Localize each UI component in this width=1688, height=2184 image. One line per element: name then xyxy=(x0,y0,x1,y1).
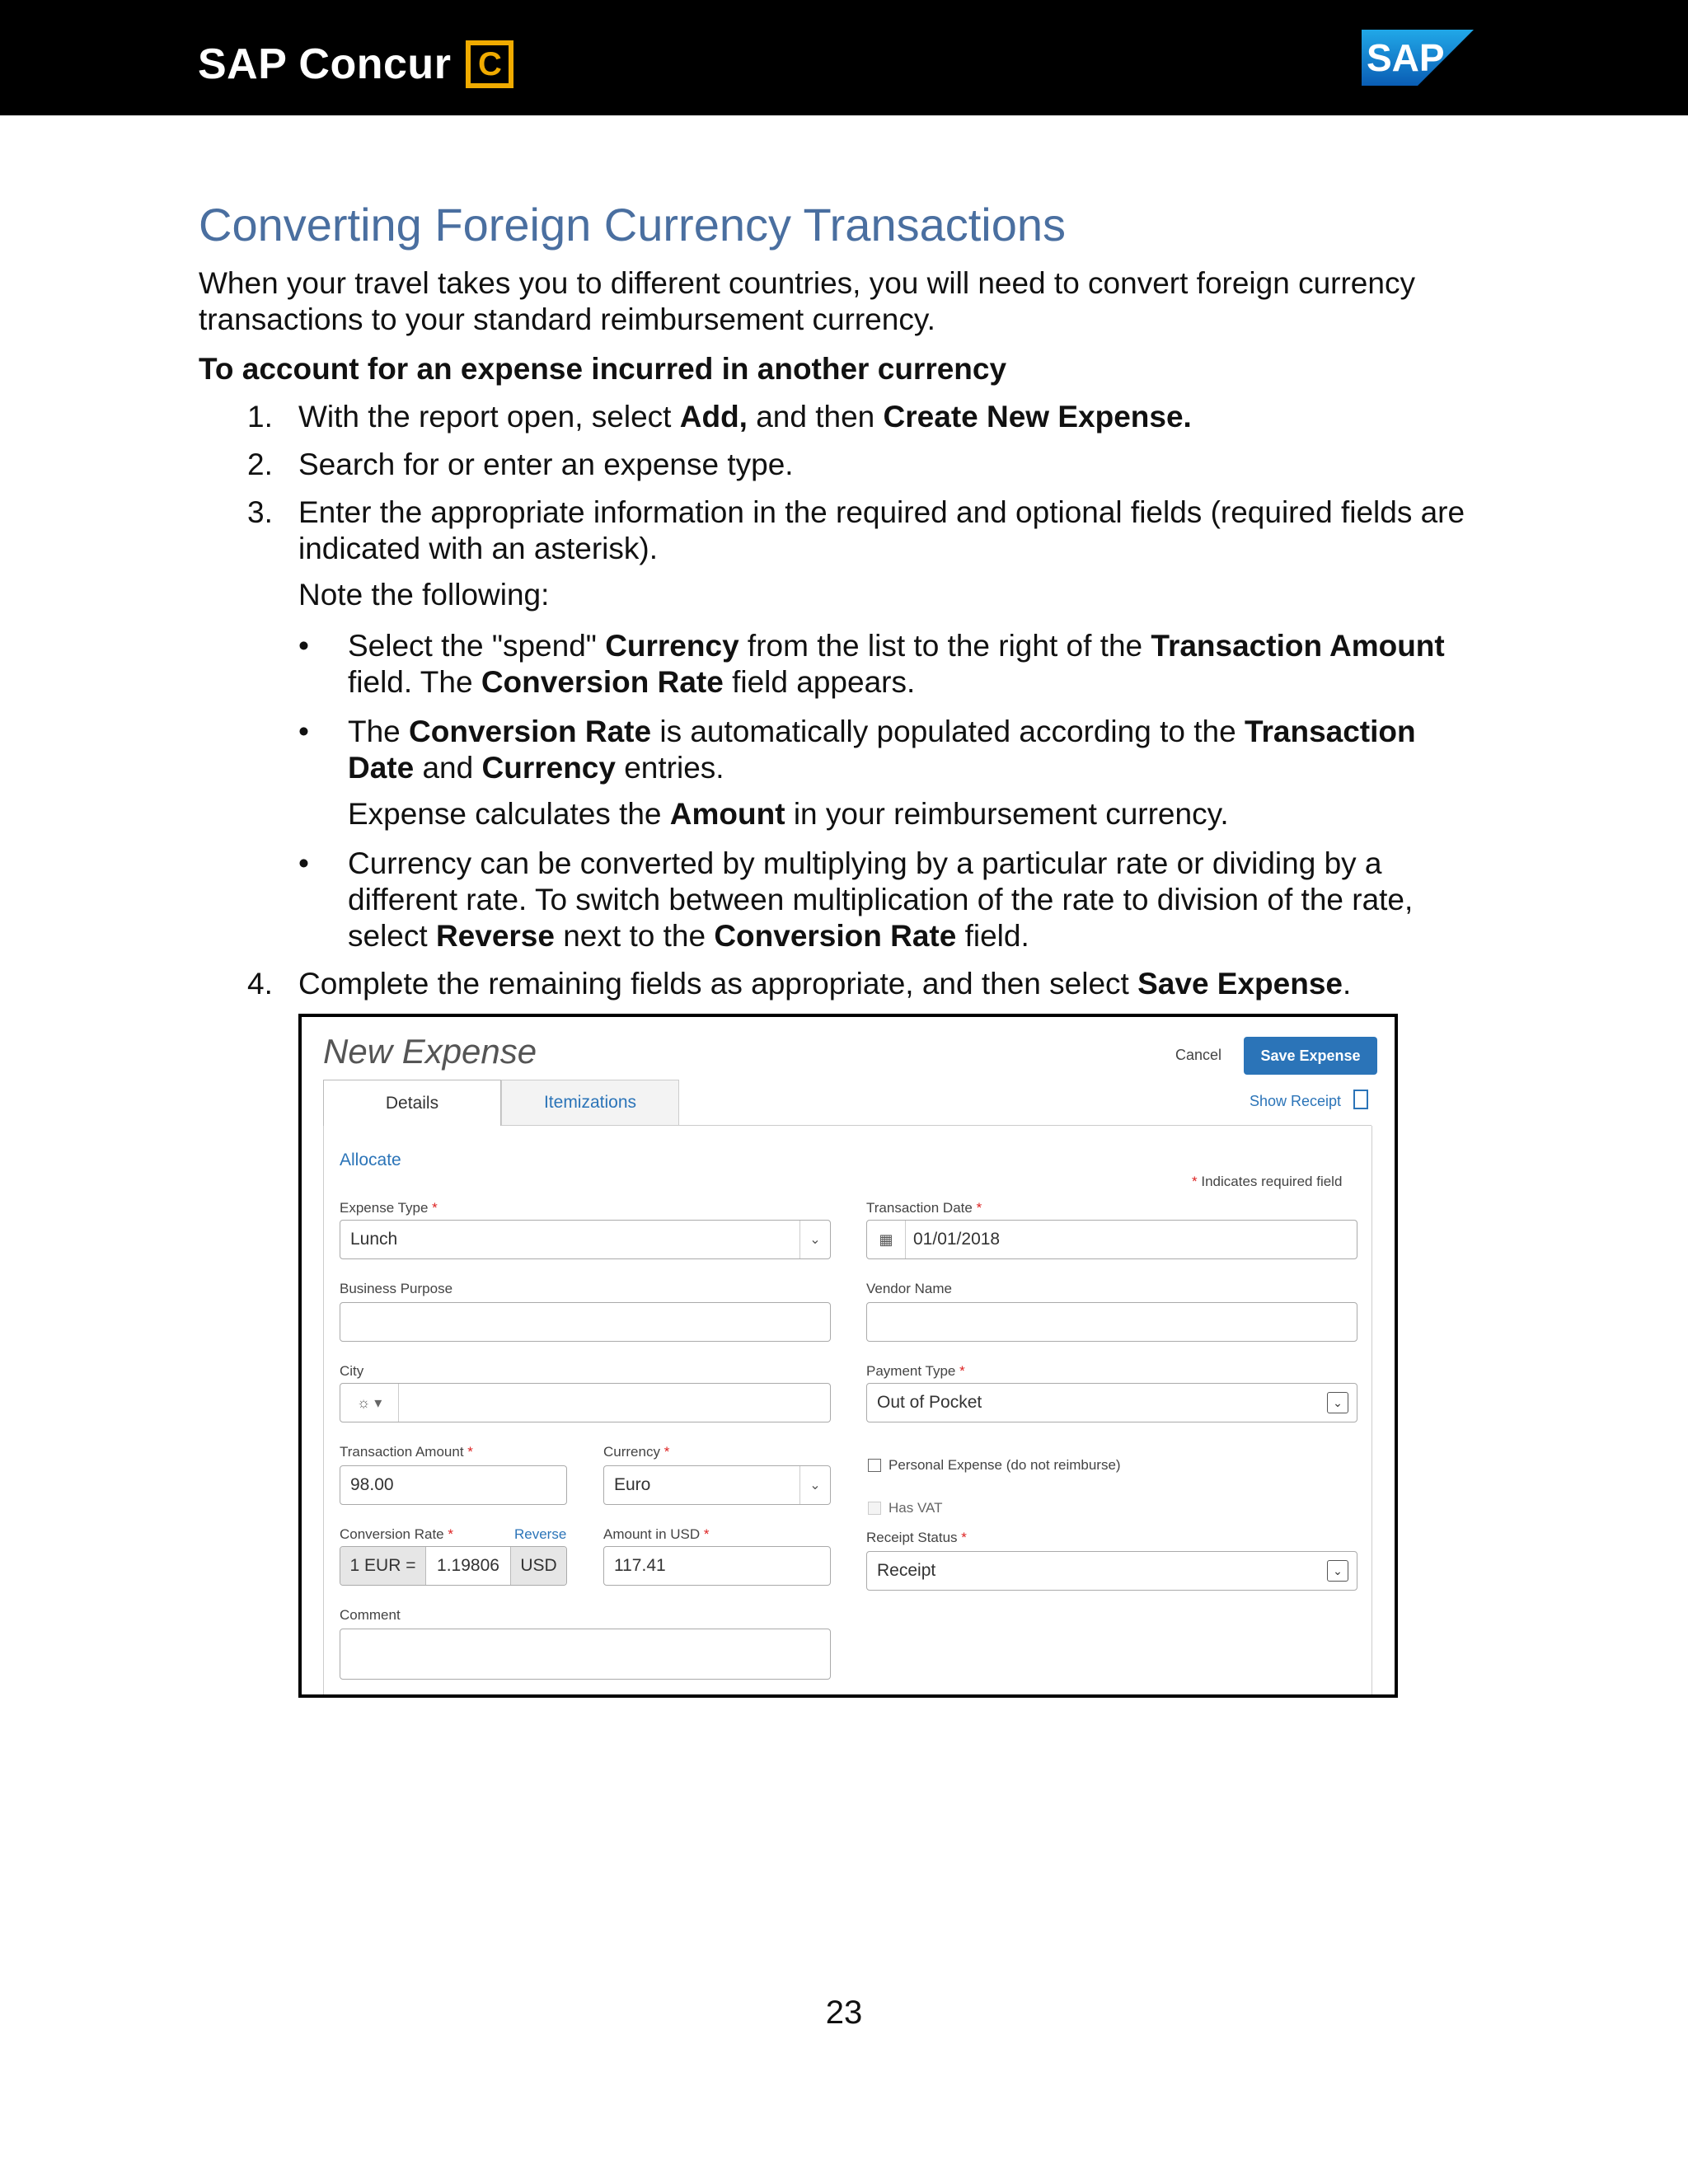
business-purpose-input[interactable] xyxy=(340,1302,831,1342)
sap-logo-text: SAP xyxy=(1367,36,1445,79)
amount-usd-input[interactable]: 117.41 xyxy=(603,1546,831,1586)
step-number: 4. xyxy=(247,967,273,1001)
panel-border xyxy=(323,1126,324,1698)
page-number: 23 xyxy=(825,1994,863,2031)
transaction-date-label: Transaction Date * xyxy=(866,1200,982,1216)
payment-type-select[interactable]: Out of Pocket ⌄ xyxy=(866,1383,1357,1422)
bullet-icon: • xyxy=(298,715,309,748)
step-1-text: With the report open, select Add, and then Create New Expense. xyxy=(298,400,1192,434)
currency-select[interactable]: Euro ⌄ xyxy=(603,1465,831,1505)
tab-itemizations[interactable]: Itemizations xyxy=(501,1080,679,1126)
conversion-rate-label: Conversion Rate * xyxy=(340,1526,453,1542)
procedure-heading: To account for an expense incurred in another currency xyxy=(199,352,1007,386)
has-vat-label: Has VAT xyxy=(889,1500,943,1516)
step-number: 3. xyxy=(247,495,273,529)
step-number: 1. xyxy=(247,400,273,434)
new-expense-screenshot xyxy=(298,1014,1398,1698)
required-field-note: * Indicates required field xyxy=(1192,1174,1343,1189)
brand-logo xyxy=(198,40,513,89)
brand-name: SAP Concur xyxy=(198,40,452,88)
receipt-status-select[interactable]: Receipt ⌄ xyxy=(866,1551,1357,1591)
reverse-link[interactable]: Reverse xyxy=(514,1526,567,1542)
conversion-rate-field[interactable] xyxy=(340,1546,567,1586)
globe-dropdown-icon[interactable]: ☼ ▾ xyxy=(340,1384,399,1422)
business-purpose-label: Business Purpose xyxy=(340,1281,453,1296)
step-4-text: Complete the remaining fields as appropriate, and then select Save Expense. xyxy=(298,967,1352,1001)
bullet-3-text: Currency can be converted by multiplying by a particular rate or dividing by a different rate. To switch between multiplication of the rate to division of the rate, select Reverse next to the Conversion Rate field. xyxy=(348,846,1414,953)
form-title: New Expense xyxy=(323,1032,537,1071)
chevron-down-icon: ⌄ xyxy=(1327,1560,1348,1582)
has-vat-checkbox[interactable] xyxy=(868,1502,881,1515)
receipt-icon[interactable] xyxy=(1353,1090,1368,1109)
comment-input[interactable] xyxy=(340,1629,831,1680)
sap-logo xyxy=(1362,30,1474,86)
note-label: Note the following: xyxy=(298,578,550,612)
show-receipt-link[interactable]: Show Receipt xyxy=(1250,1093,1342,1109)
bullet-2-followup: Expense calculates the Amount in your reimbursement currency. xyxy=(348,797,1229,831)
expense-type-select[interactable]: Lunch ⌄ xyxy=(340,1220,831,1259)
amount-usd-label: Amount in USD * xyxy=(603,1526,710,1542)
step-2-text: Search for or enter an expense type. xyxy=(298,448,794,481)
conversion-rate-value[interactable]: 1.19806 xyxy=(437,1556,499,1575)
vendor-name-label: Vendor Name xyxy=(866,1281,952,1296)
step-number: 2. xyxy=(247,448,273,481)
intro-paragraph: When your travel takes you to different countries, you will need to convert foreign currency transactions to your standard reimbursement currency. xyxy=(199,266,1415,336)
chevron-down-icon: ⌄ xyxy=(799,1466,830,1504)
bullet-2-text: The Conversion Rate is automatically populated according to the Transaction Date and Currency entries. xyxy=(348,715,1416,785)
city-label: City xyxy=(340,1363,364,1379)
tab-divider xyxy=(679,1125,1372,1126)
save-expense-button[interactable]: Save Expense xyxy=(1244,1037,1377,1075)
personal-expense-checkbox[interactable] xyxy=(868,1459,881,1472)
vendor-name-input[interactable] xyxy=(866,1302,1357,1342)
receipt-status-label: Receipt Status * xyxy=(866,1530,967,1545)
chevron-down-icon: ⌄ xyxy=(799,1221,830,1258)
cancel-button[interactable]: Cancel xyxy=(1175,1047,1222,1063)
comment-label: Comment xyxy=(340,1607,401,1623)
bullet-1-text: Select the "spend" Currency from the list to the right of the Transaction Amount field. The Conversion Rate field appears. xyxy=(348,629,1445,699)
chevron-down-icon: ⌄ xyxy=(1327,1392,1348,1413)
allocate-link[interactable]: Allocate xyxy=(340,1151,401,1169)
conversion-rate-suffix: USD xyxy=(510,1547,566,1585)
concur-c-icon: C xyxy=(466,40,513,88)
transaction-amount-input[interactable]: 98.00 xyxy=(340,1465,567,1505)
step-3-text: Enter the appropriate information in the required and optional fields (required fields are indicated with an asterisk). xyxy=(298,495,1465,565)
calendar-icon[interactable]: ▦ xyxy=(867,1221,906,1258)
city-input[interactable] xyxy=(340,1383,831,1422)
transaction-amount-label: Transaction Amount * xyxy=(340,1444,473,1460)
bullet-icon: • xyxy=(298,629,309,663)
tab-details[interactable]: Details xyxy=(323,1080,501,1126)
payment-type-label: Payment Type * xyxy=(866,1363,965,1379)
page-title: Converting Foreign Currency Transactions xyxy=(199,199,1067,251)
personal-expense-label: Personal Expense (do not reimburse) xyxy=(889,1457,1121,1473)
currency-label: Currency * xyxy=(603,1444,670,1460)
transaction-date-input[interactable]: ▦ 01/01/2018 xyxy=(866,1220,1357,1259)
expense-type-label: Expense Type * xyxy=(340,1200,438,1216)
bullet-icon: • xyxy=(298,846,309,880)
conversion-rate-prefix: 1 EUR = xyxy=(340,1547,426,1585)
header-bar xyxy=(0,0,1688,115)
